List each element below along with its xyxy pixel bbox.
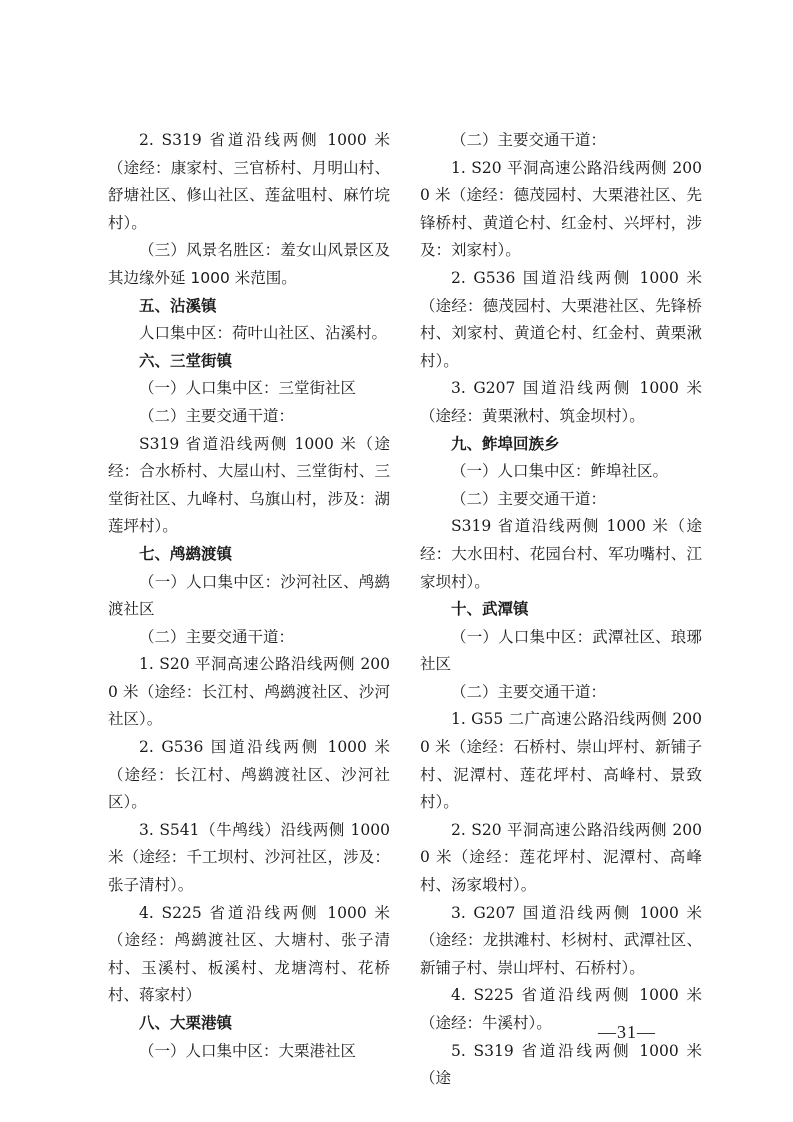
subsection-label: （三）风景名胜区：羞女山风景区及其边缘外延 1000 米范围。 [108, 241, 390, 287]
list-item: 3. G207 国道沿线两侧 1000 米（途经：黄栗湫村、筑金坝村）。 [420, 379, 702, 425]
list-item: 3. G207 国道沿线两侧 1000 米（途经：龙拱滩村、杉树村、武潭社区、新铺子村、崇山坪村、石桥村）。 [420, 903, 702, 977]
section-heading: 六、三堂街镇 [139, 351, 233, 370]
list-item: 1. S20 平洞高速公路沿线两侧 2000 米（途经：长江村、鸬鹚渡社区、沙河社区）。 [108, 655, 390, 729]
subsection-label: （一）人口集中区：武潭社区、琅琊社区 [420, 627, 702, 674]
subsection-label: （二）主要交通干道： [139, 406, 295, 425]
subsection-label: （一）人口集中区：大栗港社区 [139, 1041, 357, 1060]
section-heading: 八、大栗港镇 [139, 1014, 233, 1032]
subsection-label: （二）主要交通干道： [451, 682, 607, 701]
left-column [108, 127, 390, 1065]
section-heading: 七、鸬鹚渡镇 [139, 544, 233, 563]
list-item: 3. S541（牛鸬线）沿线两侧 1000 米（途经：千工坝村、沙河社区，涉及：张子清村）。 [108, 820, 390, 895]
list-item: 4. S225 省道沿线两侧 1000 米（途经：牛溪村）。 [420, 986, 702, 1032]
list-item: S319 省道沿线两侧 1000 米（途经：大水田村、花园台村、军功嘴村、江家坝村）。 [420, 517, 702, 591]
subsection-label: （二）主要交通干道： [139, 627, 295, 646]
right-column [420, 127, 702, 1093]
subsection-label: （一）人口集中区：鲊埠社区。 [451, 462, 669, 481]
section-heading: 十、武潭镇 [451, 600, 529, 619]
list-item: 1. G55 二广高速公路沿线两侧 2000 米（途经：石桥村、崇山坪村、新铺子村、泥潭村、莲花坪村、高峰村、景致村）。 [420, 710, 702, 812]
list-item: 1. S20 平洞高速公路沿线两侧 2000 米（途经：德茂园村、大栗港社区、先锋桥村、黄道仑村、红金村、兴坪村，涉及：刘家村）。 [420, 158, 702, 260]
subsection-label: （二）主要交通干道： [451, 131, 607, 149]
list-item: 2. S319 省道沿线两侧 1000 米（途经：康家村、三官桥村、月明山村、舒塘社区、修山社区、莲盆咀村、麻竹垸村）。 [108, 131, 390, 232]
list-item: 2. G536 国道沿线两侧 1000 米（途经：长江村、鸬鹚渡社区、沙河社区）。 [108, 738, 390, 812]
list-item: 4. S225 省道沿线两侧 1000 米（途经：鸬鹚渡社区、大塘村、张子清村、玉溪村、板溪村、龙塘湾村、花桥村、蒋家村） [108, 903, 390, 1005]
subsection-label: （一）人口集中区：三堂街社区 [139, 379, 357, 398]
list-item: S319 省道沿线两侧 1000 米（途经：合水桥村、大屋山村、三堂街村、三堂街社区、九峰村、乌旗山村，涉及：湖莲坪村）。 [108, 434, 390, 536]
subsection-label: （一）人口集中区：沙河社区、鸬鹚渡社区 [108, 572, 390, 619]
section-heading: 五、沾溪镇 [139, 296, 217, 315]
list-item: 2. G536 国道沿线两侧 1000 米（途经：德茂园村、大栗港社区、先锋桥村、刘家村、黄道仑村、红金村、黄栗湫村）。 [420, 268, 702, 370]
section-heading: 九、鲊埠回族乡 [451, 434, 560, 453]
list-item: 人口集中区：荷叶山社区、沾溪村。 [139, 324, 388, 343]
page-number: —31— [598, 1022, 656, 1042]
list-item: 5. S319 省道沿线两侧 1000 米（途 [420, 1041, 702, 1088]
subsection-label: （二）主要交通干道： [451, 489, 607, 508]
list-item: 2. S20 平洞高速公路沿线两侧 2000 米（途经：莲花坪村、泥潭村、高峰村、汤家塅村）。 [420, 820, 702, 895]
